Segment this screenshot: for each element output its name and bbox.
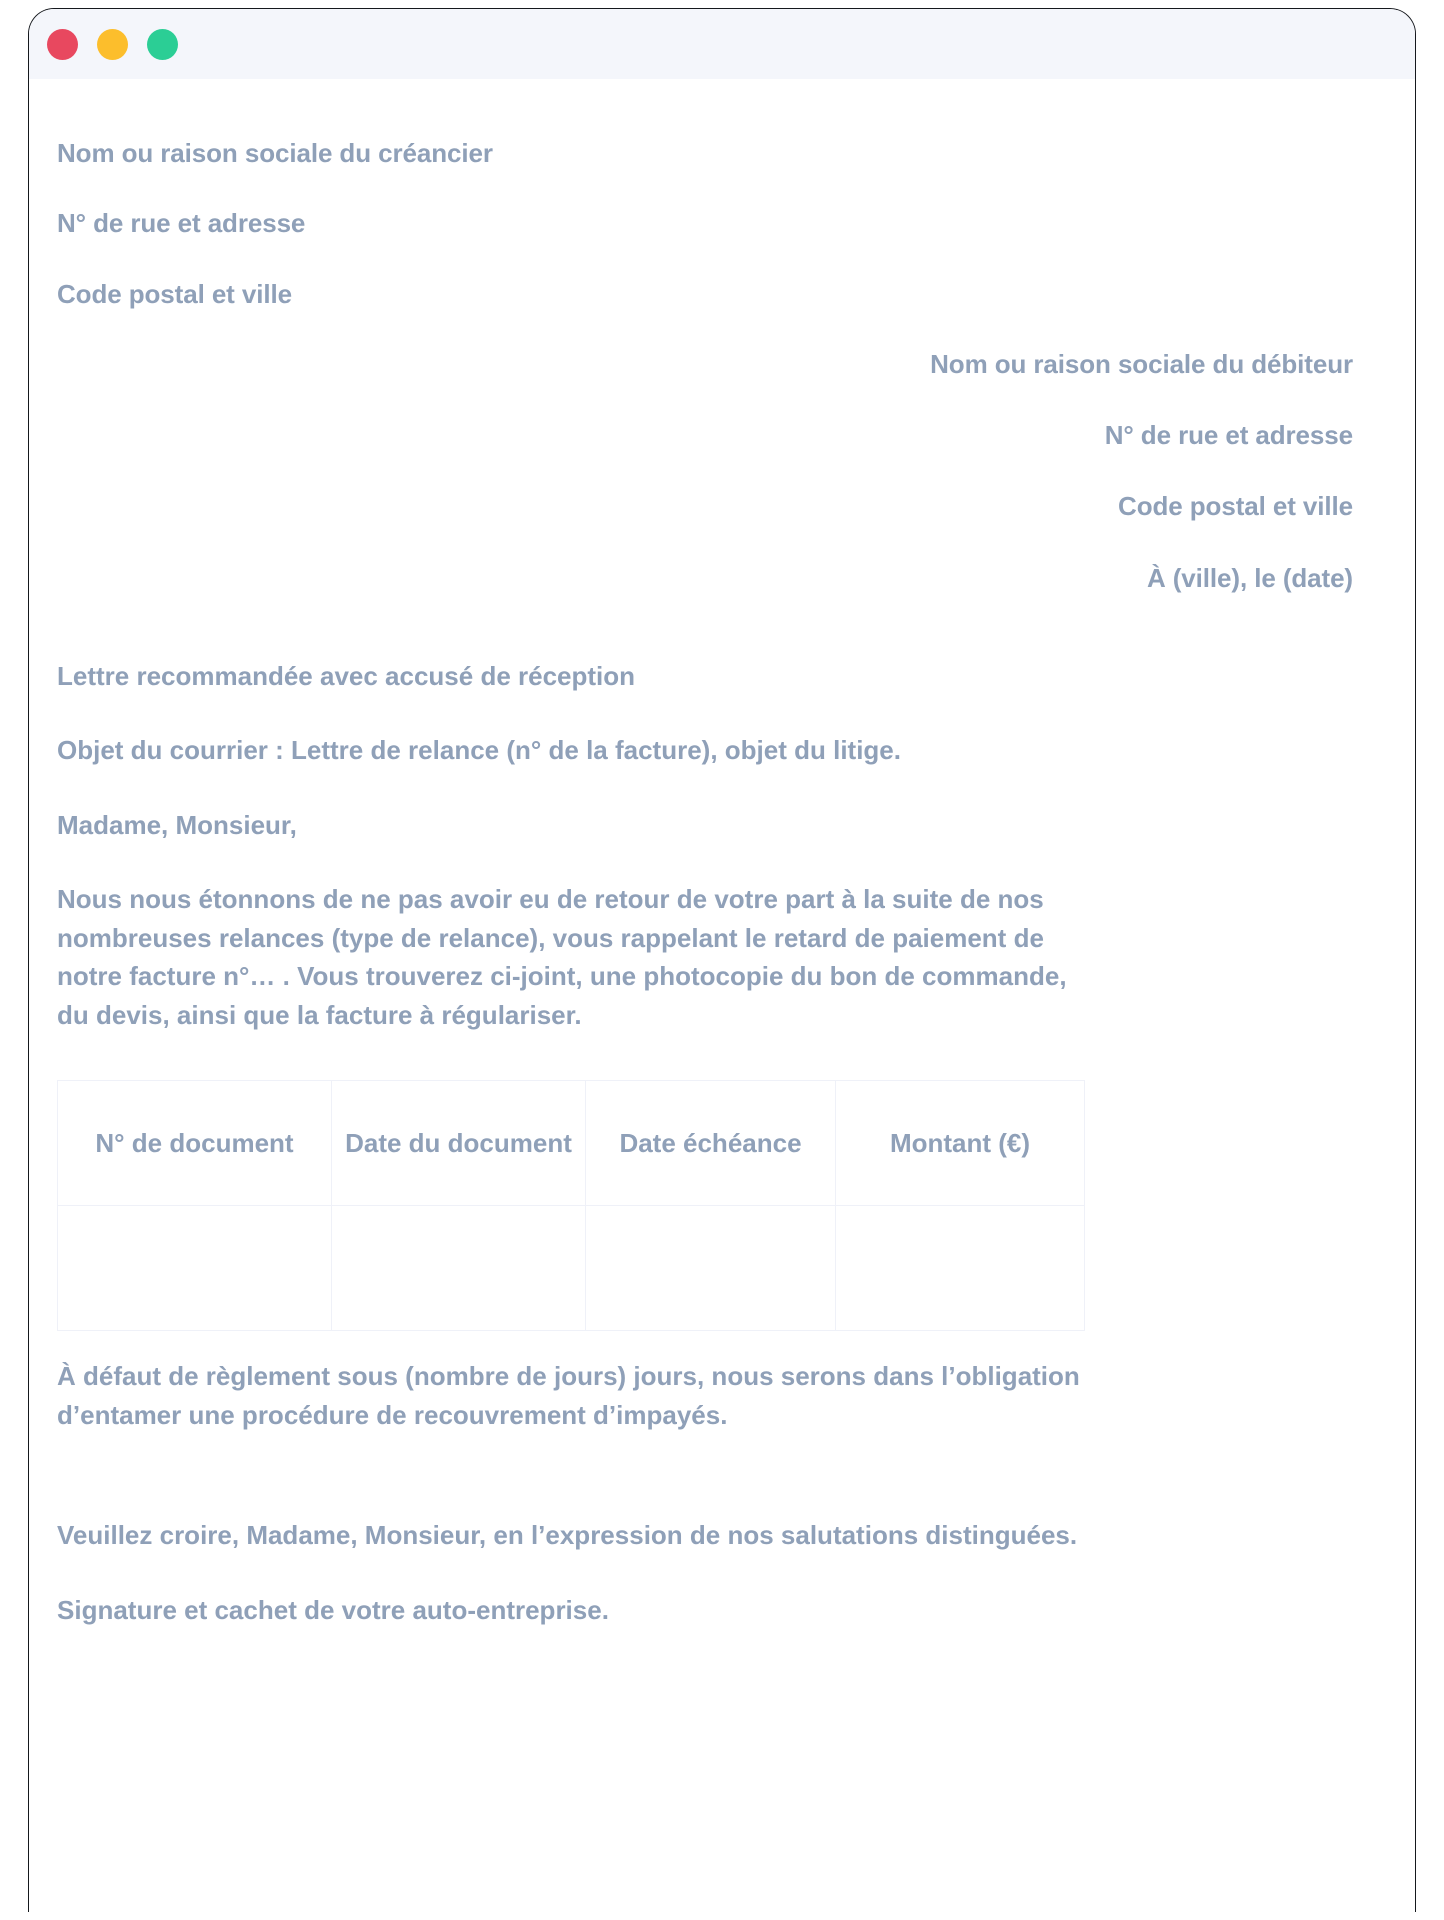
closing-paragraph: Veuillez croire, Madame, Monsieur, en l’expression de nos salutations distinguées. <box>57 1520 1078 1551</box>
layout-spacer <box>57 1470 1353 1516</box>
layout-spacer <box>57 633 1353 657</box>
documents-table <box>57 1080 1085 1331</box>
recipient-street-line: N° de rue et adresse <box>1104 420 1353 451</box>
maximize-dot[interactable] <box>147 29 178 60</box>
salutation: Madame, Monsieur, <box>57 809 297 840</box>
minimize-dot[interactable] <box>97 29 128 60</box>
column-header-amount: Montant (€) <box>836 1081 1085 1206</box>
recipient-name-line: Nom ou raison sociale du débiteur <box>930 348 1353 379</box>
table-header-row <box>58 1081 1085 1206</box>
subject-line: Objet du courrier : Lettre de relance (n° de la facture), objet du litige. <box>57 735 901 766</box>
letter-document <box>29 79 1415 1629</box>
warning-paragraph: À défaut de règlement sous (nombre de jours) jours, nous serons dans l’obligation d’entamer une procédure de recouvrement d’impayés. <box>57 1361 1080 1430</box>
cell-document-date[interactable] <box>332 1206 586 1331</box>
body-paragraph: Nous nous étonnons de ne pas avoir eu de retour de votre part à la suite de nos nombreuses relances (type de relance), vous rappelant le retard de paiement de notre facture n°… . Vous trouverez ci-joint, une photocopie du bon de commande, du devis, ainsi que la facture à régulariser. <box>57 884 1067 1030</box>
signature-line: Signature et cachet de votre auto-entreprise. <box>57 1594 609 1625</box>
recipient-place-date-line: À (ville), le (date) <box>1146 562 1353 593</box>
window-titlebar <box>29 9 1415 79</box>
sender-address-block <box>57 137 1353 311</box>
table-row <box>58 1206 1085 1331</box>
sender-name-line: Nom ou raison sociale du créancier <box>57 138 493 168</box>
sender-street-line: N° de rue et adresse <box>57 208 306 239</box>
documents-table-head <box>58 1081 1085 1206</box>
cell-document-number[interactable] <box>58 1206 332 1331</box>
delivery-note: Lettre recommandée avec accusé de réception <box>57 660 636 691</box>
recipient-city-line: Code postal et ville <box>1118 491 1353 522</box>
close-dot[interactable] <box>47 29 78 60</box>
cell-amount[interactable] <box>836 1206 1085 1331</box>
recipient-address-block <box>57 348 1353 595</box>
documents-table-body <box>58 1206 1085 1331</box>
column-header-document-number: N° de document <box>58 1081 332 1206</box>
cell-due-date[interactable] <box>586 1206 836 1331</box>
sender-city-line: Code postal et ville <box>57 278 292 309</box>
column-header-document-date: Date du document <box>332 1081 586 1206</box>
app-window <box>28 8 1416 1912</box>
column-header-due-date: Date échéance <box>586 1081 836 1206</box>
